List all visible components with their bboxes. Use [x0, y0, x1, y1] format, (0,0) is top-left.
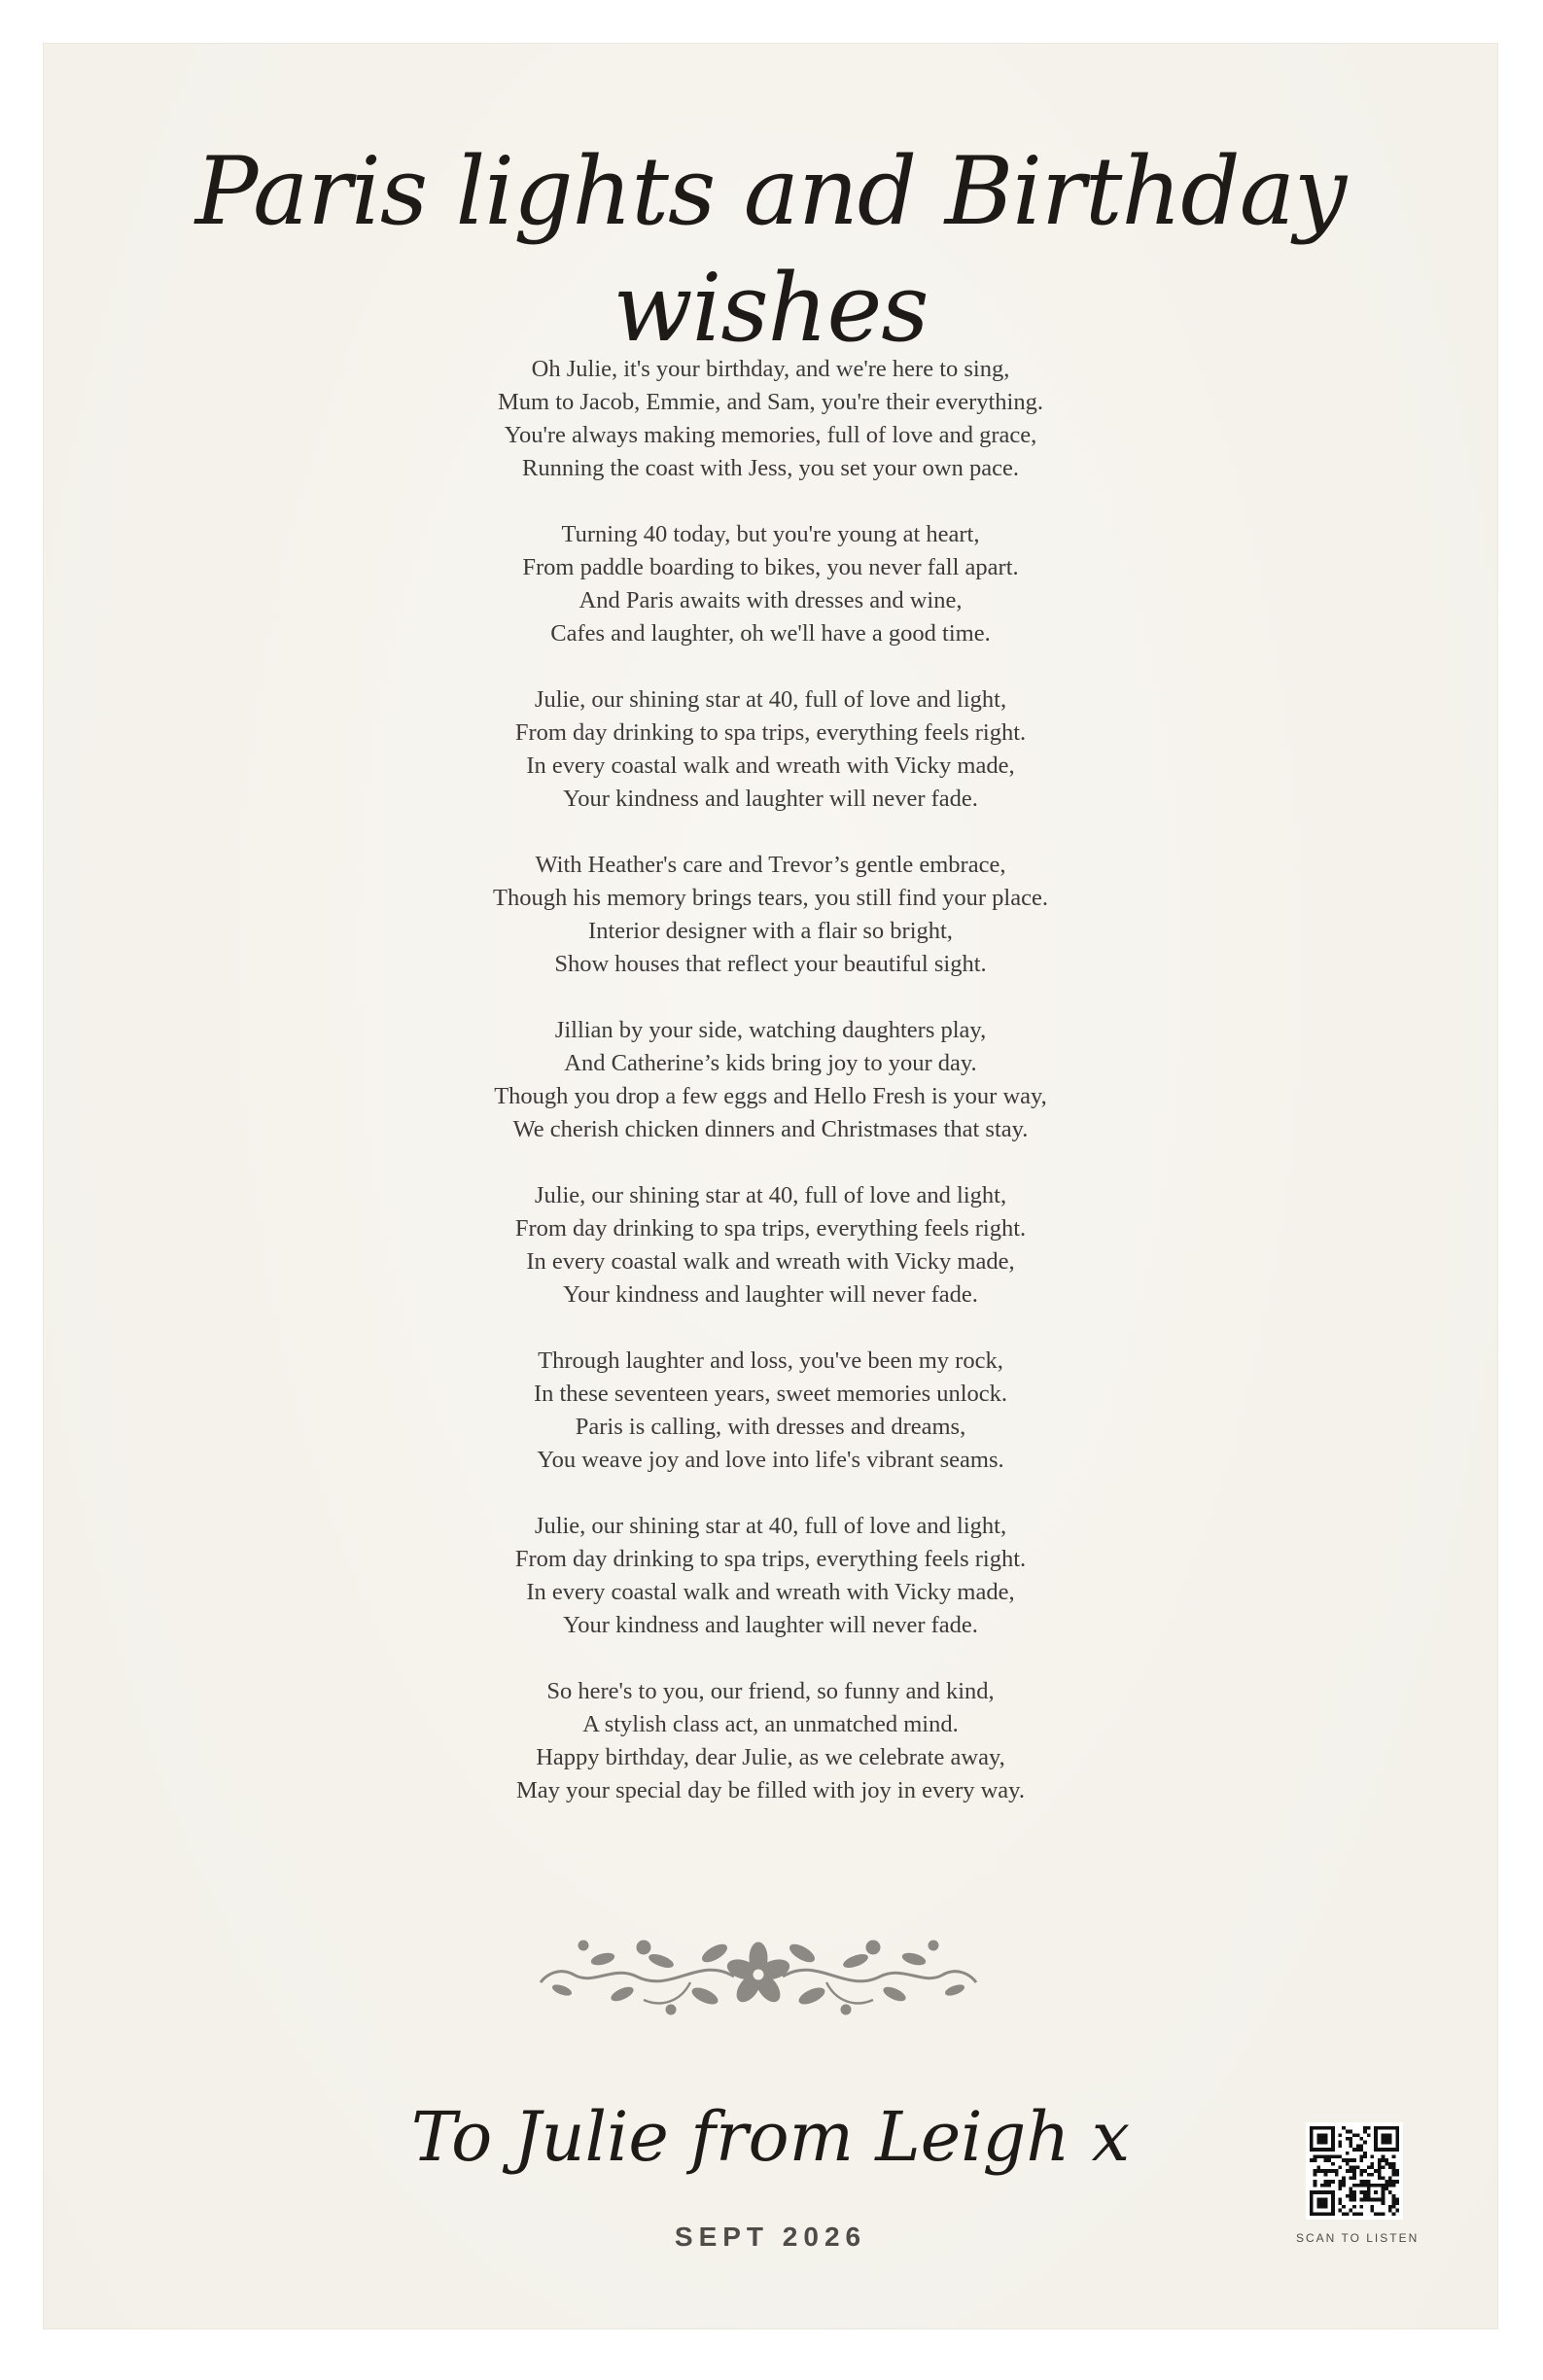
qr-code-icon[interactable] [1306, 2122, 1403, 2220]
lyric-line: Oh Julie, it's your birthday, and we're here to sing, [531, 356, 1010, 382]
lyric-line: Though his memory brings tears, you still find your place. [493, 885, 1048, 911]
stanza [44, 353, 1497, 485]
date-label: SEPT 2026 [674, 2222, 867, 2252]
lyric-line: We cherish chicken dinners and Christmases that stay. [512, 1116, 1029, 1142]
lyric-line: Your kindness and laughter will never fade. [563, 786, 978, 812]
lyric-line: A stylish class act, an unmatched mind. [582, 1711, 959, 1737]
lyric-line: In every coastal walk and wreath with Vicky made, [526, 1248, 1015, 1275]
song-title: Paris lights and Birthday wishes [194, 137, 1347, 363]
lyric-line: Julie, our shining star at 40, full of love and light, [534, 686, 1007, 713]
lyric-line: From day drinking to spa trips, everything feels right. [514, 719, 1027, 746]
lyric-line: Jillian by your side, watching daughters play, [554, 1017, 987, 1043]
lyric-line: With Heather's care and Trevor’s gentle embrace, [535, 852, 1006, 878]
stanza [44, 1675, 1497, 1807]
lyric-line: Julie, our shining star at 40, full of love and light, [534, 1513, 1007, 1539]
stanza [44, 1345, 1497, 1477]
floral-ornament-icon [535, 1926, 982, 2023]
lyric-line: Show houses that reflect your beautiful sight. [554, 951, 987, 977]
lyric-line: Your kindness and laughter will never fade. [563, 1612, 978, 1638]
lyric-line: In these seventeen years, sweet memories unlock. [533, 1381, 1008, 1407]
lyric-line: Turning 40 today, but you're young at heart, [561, 521, 980, 547]
stanza [44, 683, 1497, 816]
lyric-line: From day drinking to spa trips, everything feels right. [514, 1546, 1027, 1572]
lyric-line: And Catherine’s kids bring joy to your day. [564, 1050, 977, 1076]
lyric-line: From day drinking to spa trips, everything feels right. [514, 1215, 1027, 1242]
lyric-line: Happy birthday, dear Julie, as we celebrate away, [536, 1744, 1005, 1770]
lyric-line: From paddle boarding to bikes, you never fall apart. [522, 554, 1019, 580]
lyric-line: In every coastal walk and wreath with Vicky made, [526, 1579, 1015, 1605]
lyric-line: Through laughter and loss, you've been my rock, [538, 1348, 1003, 1374]
lyric-line: And Paris awaits with dresses and wine, [579, 587, 963, 613]
lyric-line: Cafes and laughter, oh we'll have a good time. [550, 620, 991, 647]
stanza [44, 518, 1497, 650]
lyric-line: May your special day be filled with joy in every way. [516, 1777, 1025, 1803]
lyric-line: So here's to you, our friend, so funny and kind, [546, 1678, 995, 1704]
lyric-line: Julie, our shining star at 40, full of love and light, [534, 1182, 1007, 1208]
lyric-line: Paris is calling, with dresses and dreams, [575, 1414, 966, 1440]
poster [43, 43, 1498, 2329]
qr-block [1296, 2122, 1420, 2245]
lyric-line: Running the coast with Jess, you set your own pace. [521, 455, 1020, 481]
lyric-line: Your kindness and laughter will never fade. [563, 1281, 978, 1308]
lyric-line: Mum to Jacob, Emmie, and Sam, you're their everything. [498, 389, 1043, 415]
lyrics [44, 353, 1497, 1840]
qr-caption: SCAN TO LISTEN [1296, 2231, 1420, 2245]
stanza [44, 1014, 1497, 1146]
lyric-line: Though you drop a few eggs and Hello Fresh is your way, [494, 1083, 1047, 1109]
lyric-line: In every coastal walk and wreath with Vicky made, [526, 752, 1015, 779]
stanza [44, 1179, 1497, 1312]
lyric-line: Interior designer with a flair so bright, [588, 918, 953, 944]
stanza [44, 1510, 1497, 1642]
stanza [44, 849, 1497, 981]
dedication: To Julie from Leigh x [410, 2097, 1131, 2177]
lyric-line: You're always making memories, full of love and grace, [504, 422, 1037, 448]
lyric-line: You weave joy and love into life's vibrant seams. [537, 1447, 1004, 1473]
